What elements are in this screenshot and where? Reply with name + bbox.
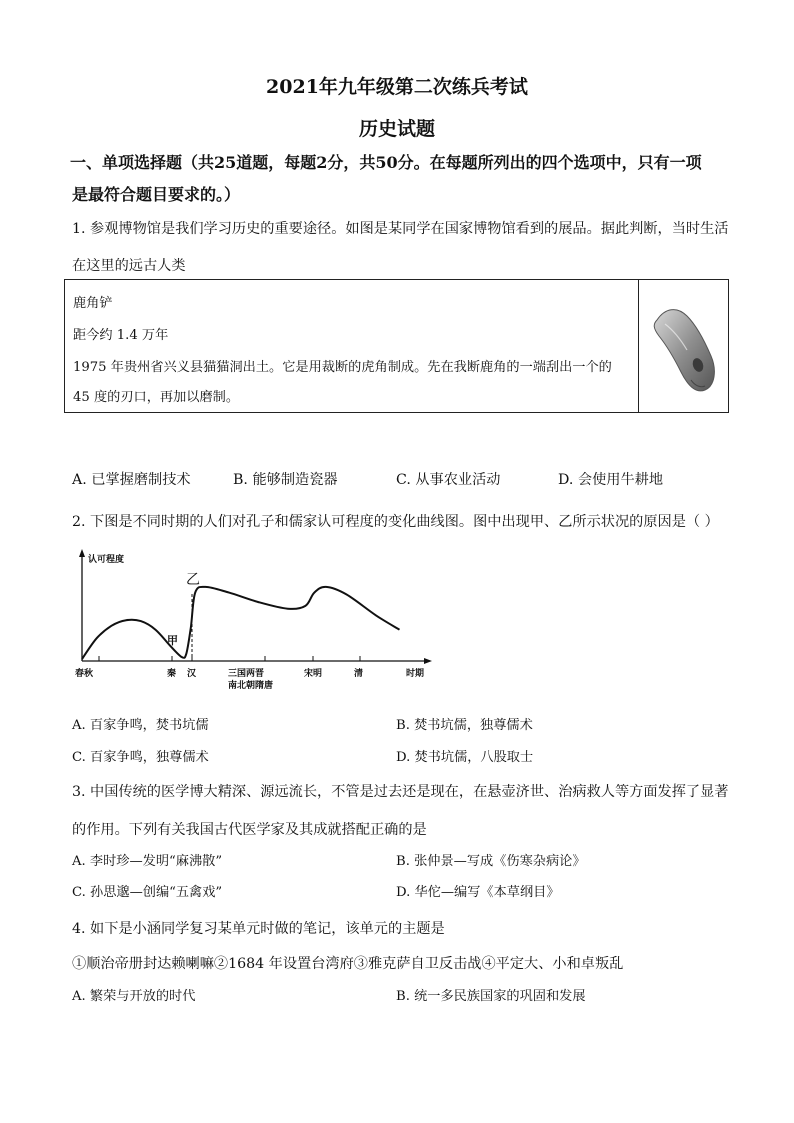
q4-option-a[interactable]: A. 繁荣与开放的时代 [72,989,196,1004]
exhibit-name: 鹿角铲 [73,296,113,311]
y-axis-arrow [79,549,85,557]
q1-option-c[interactable]: C. 从事农业活动 [396,472,501,488]
q1-option-a[interactable]: A. 已掌握磨制技术 [72,472,191,488]
antler-shovel-image [647,294,723,396]
y-axis-label: 认可程度 [88,555,125,565]
annotation-jia: 甲 [167,634,178,647]
q1-exhibit-table [64,279,729,413]
tick-label-qin: 秦 [167,669,177,679]
table-divider [638,280,639,412]
q1-stem-line2: 在这里的远古人类 [72,258,186,274]
q2-option-d[interactable]: D. 焚书坑儒，八股取士 [396,750,534,765]
q2-option-a[interactable]: A. 百家争鸣，焚书坑儒 [72,718,209,733]
tick-label-han: 汉 [187,669,197,679]
acceptance-curve-chart [70,546,440,696]
q1-stem-line1: 1. 参观博物馆是我们学习历史的重要途径。如图是某同学在国家博物馆看到的展品。据此判断，当时生活 [72,221,729,237]
section-heading-line2: 是最符合题目要求的。） [72,185,241,204]
tick-label-sanguo-line1: 三国两晋 [228,669,265,679]
q3-option-a[interactable]: A. 李时珍—发明“麻沸散” [72,854,223,869]
x-axis-label: 时期 [406,669,425,679]
tick-label-sanguo-line2: 南北朝隋唐 [228,681,274,691]
exhibit-age: 距今约 1.4 万年 [73,328,169,343]
q3-option-b[interactable]: B. 张仲景—写成《伤寒杂病论》 [396,854,586,869]
section-heading-line1: 一、单项选择题（共25道题，每题2分，共50分。在每题所列出的四个选项中，只有一项 [70,153,702,172]
x-axis-arrow [424,658,432,664]
q4-stem: 4. 如下是小涵同学复习某单元时做的笔记，该单元的主题是 [72,921,445,937]
q4-notes: ①顺治帝册封达赖喇嘛②1684 年设置台湾府③雅克萨自卫反击战④平定大、小和卓叛乱 [72,956,624,972]
q3-stem-line2: 的作用。下列有关我国古代医学家及其成就搭配正确的是 [72,822,427,838]
q3-option-d[interactable]: D. 华佗—编写《本草纲目》 [396,885,560,900]
q3-option-c[interactable]: C. 孙思邈—创编“五禽戏” [72,885,223,900]
exhibit-desc-line2: 45 度的刃口，再加以磨制。 [73,390,240,405]
q1-option-b[interactable]: B. 能够制造瓷器 [233,472,338,488]
exhibit-desc-line1: 1975 年贵州省兴义县猫猫洞出土。它是用裁断的虎角制成。先在我断鹿角的一端刮出一个的 [73,360,612,375]
exam-subtitle: 历史试题 [358,118,435,140]
annotation-yi: 乙 [186,572,200,588]
q2-option-c[interactable]: C. 百家争鸣，独尊儒术 [72,750,209,765]
tick-label-qing: 清 [354,669,364,679]
q1-option-d[interactable]: D. 会使用牛耕地 [558,472,664,488]
q3-stem-line1: 3. 中国传统的医学博大精深、源远流长，不管是过去还是现在，在悬壶济世、治病救人等方面发挥了显著 [72,784,729,800]
acceptance-curve [82,587,400,659]
tick-label-chunqiu: 春秋 [75,669,94,679]
tick-label-songming: 宋明 [304,669,323,679]
q2-stem: 2. 下图是不同时期的人们对孔子和儒家认可程度的变化曲线图。图中出现甲、乙所示状况的原因是（ ） [72,514,719,530]
q4-option-b[interactable]: B. 统一多民族国家的巩固和发展 [396,989,586,1004]
exam-title: 2021年九年级第二次练兵考试 [266,76,528,98]
q2-option-b[interactable]: B. 焚书坑儒，独尊儒术 [396,718,533,733]
